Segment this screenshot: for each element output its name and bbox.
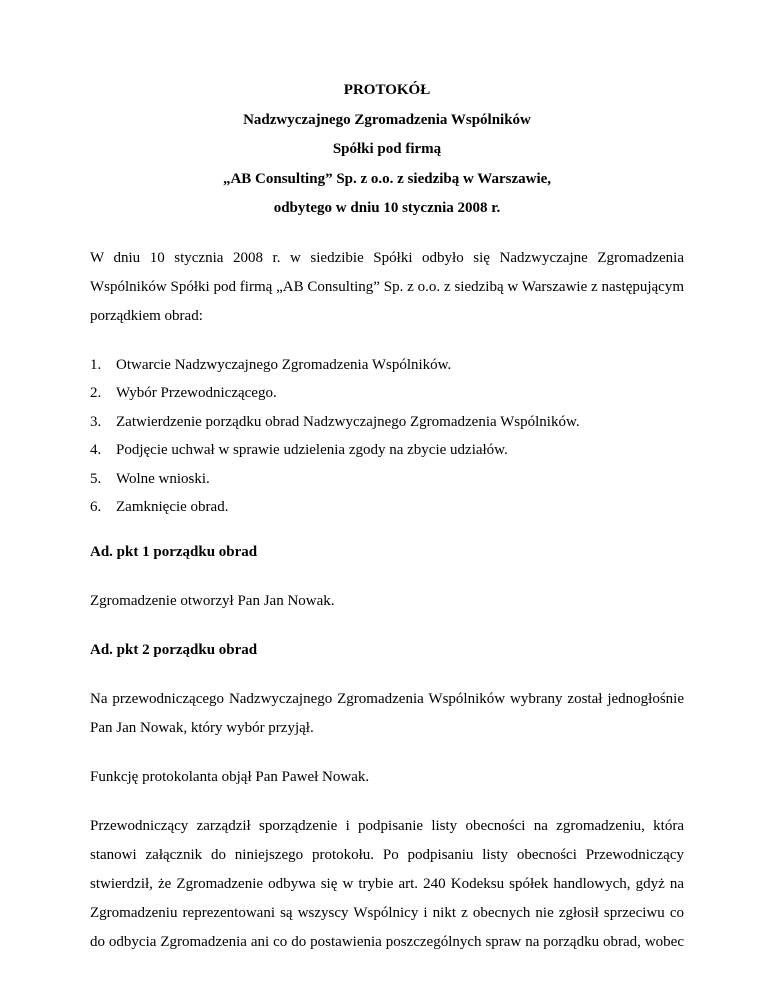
agenda-item [90, 436, 684, 465]
section2-attendance-paragraph: Przewodniczący zarządził sporządzenie i podpisanie listy obecności na zgromadzeniu, która stanowi załącznik do niniejszego protokołu. Po podpisaniu listy obecności Przewodniczący stwierdził, że Zgromadzenie odbywa się w trybie art. 240 Kodeksu spółek handlowych, gdyż na Zgromadzeniu reprezentowani są wszyscy Wspólnicy i nikt z obecnych nie zgłosił sprzeciwu co do odbycia Zgromadzenia ani co do postawienia poszczególnych spraw na porządku obrad, wobec [90, 817, 684, 950]
agenda-item [90, 465, 684, 494]
section1-text: Zgromadzenie otworzył Pan Jan Nowak. [90, 592, 335, 609]
header-subtitle-assembly: Nadzwyczajnego Zgromadzenia Wspólników [243, 111, 531, 128]
header-subtitle-company-label: Spółki pod firmą [332, 141, 442, 157]
agenda-item-number: 5. [90, 470, 102, 487]
document-page [90, 76, 684, 957]
section2-protocol-paragraph: Funkcję protokolanta objął Pan Paweł Nowak. [90, 768, 370, 785]
agenda-item [90, 351, 684, 380]
agenda-item-number: 1. [90, 356, 102, 373]
agenda-item-text: Wybór Przewodniczącego. [116, 385, 277, 401]
header-date: odbytego w dniu 10 stycznia 2008 r. [273, 200, 501, 216]
header-company-name: „AB Consulting” Sp. z o.o. z siedzibą w Warszawie, [222, 170, 552, 187]
agenda-item-text: Podjęcie uchwał w sprawie udzielenia zgody na zbycie udziałów. [116, 442, 508, 458]
agenda-list [90, 351, 684, 522]
agenda-item-number: 4. [90, 442, 102, 458]
agenda-item [90, 408, 684, 437]
header-title: PROTOKÓŁ [343, 82, 431, 98]
agenda-item-number: 2. [90, 385, 102, 401]
agenda-item-number: 3. [90, 413, 102, 430]
agenda-item-text: Wolne wnioski. [116, 470, 210, 487]
agenda-item [90, 493, 684, 522]
section2-heading: Ad. pkt 2 porządku obrad [90, 641, 258, 658]
document-header [90, 76, 684, 224]
agenda-item-text: Otwarcie Nadzwyczajnego Zgromadzenia Wspólników. [116, 356, 452, 373]
agenda-item [90, 379, 684, 408]
intro-paragraph: W dniu 10 stycznia 2008 r. w siedzibie Spółki odbyło się Nadzwyczajne Zgromadzenia Wspólników Spółki pod firmą „AB Consulting” Sp. z o.o. z siedzibą w Warszawie z następującym porządkiem obrad: [90, 249, 684, 324]
section2-chairman-paragraph: Na przewodniczącego Nadzwyczajnego Zgromadzenia Wspólników wybrany został jednogłośnie Pan Jan Nowak, który wybór przyjął. [90, 690, 684, 736]
agenda-item-text: Zatwierdzenie porządku obrad Nadzwyczajnego Zgromadzenia Wspólników. [116, 413, 580, 430]
agenda-item-number: 6. [90, 499, 102, 515]
agenda-item-text: Zamknięcie obrad. [116, 499, 229, 515]
section1-heading: Ad. pkt 1 porządku obrad [90, 543, 258, 560]
